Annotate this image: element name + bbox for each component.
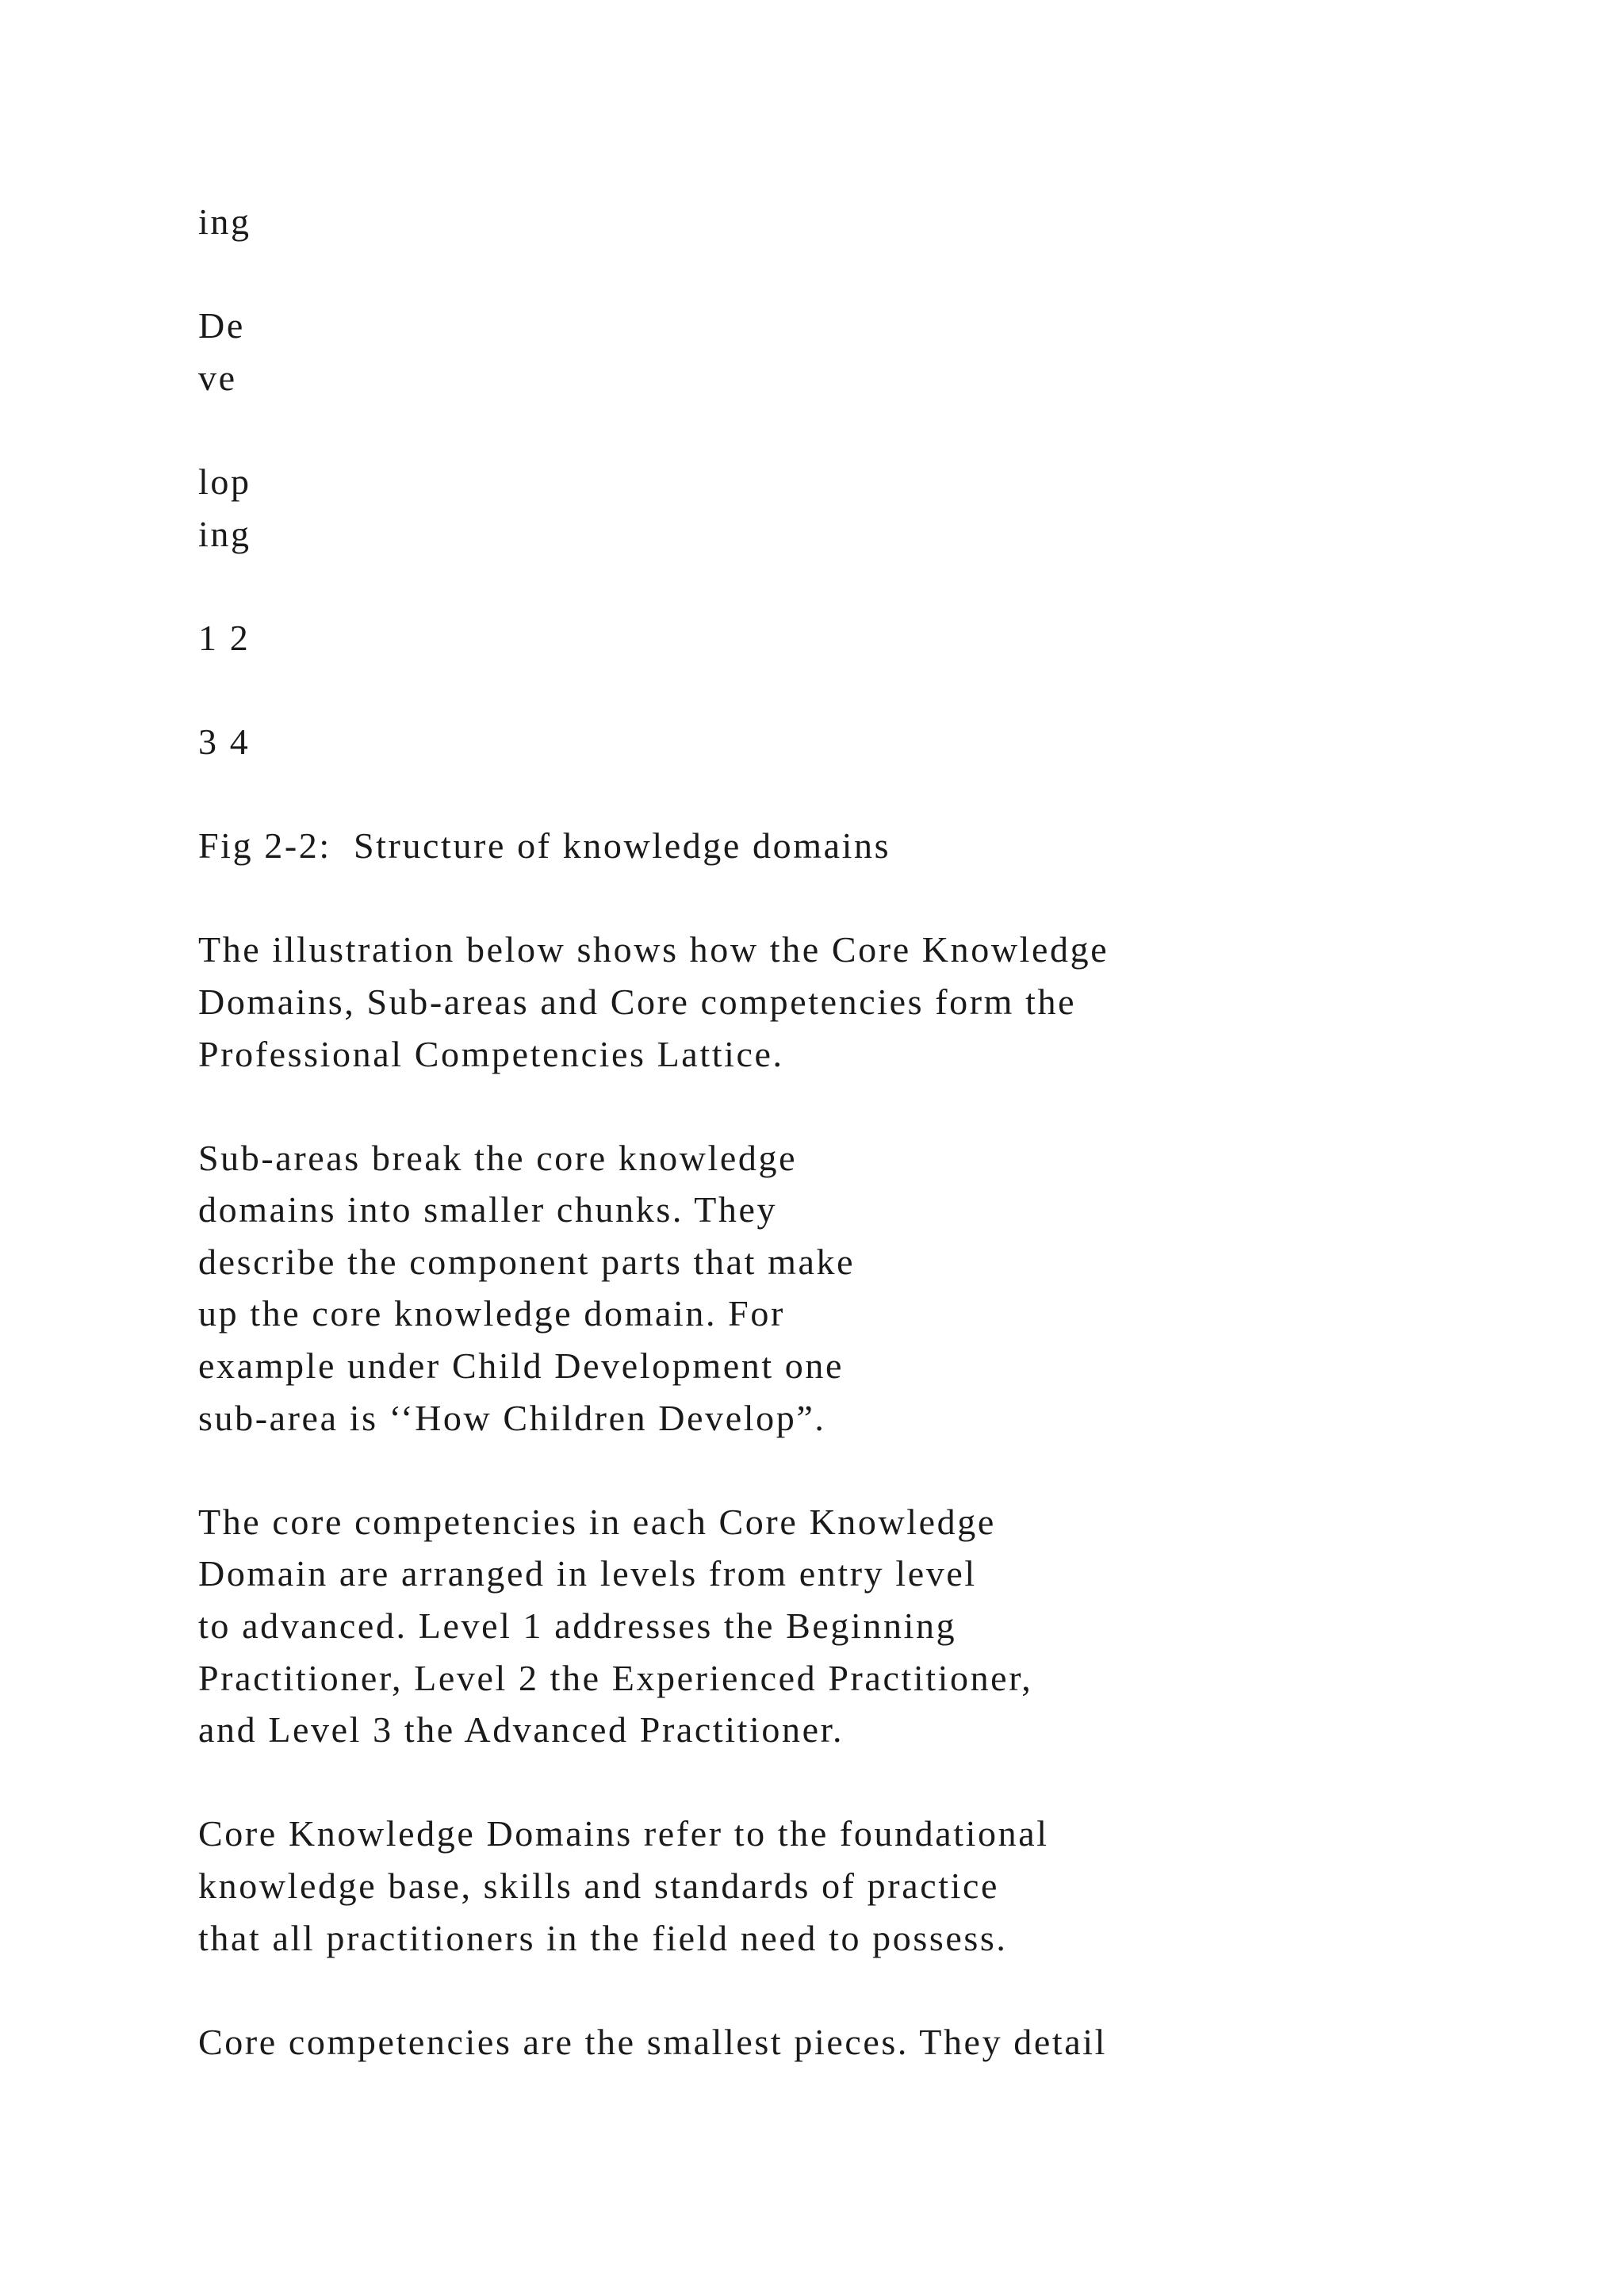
paragraph-line: that all practitioners in the field need to possess. <box>198 1917 1008 1958</box>
level-numbers-3-4: 3 4 <box>198 721 251 762</box>
paragraph-line: Professional Competencies Lattice. <box>198 1033 784 1074</box>
paragraph-line: Sub-areas break the core knowledge <box>198 1137 798 1178</box>
paragraph-line: The illustration below shows how the Core Knowledge <box>198 929 1109 970</box>
fragment-ing: ing <box>198 201 251 242</box>
paragraph-line: knowledge base, skills and standards of practice <box>198 1866 1000 1906</box>
blank-line <box>198 560 1546 612</box>
figure-caption: Fig 2-2: Structure of knowledge domains <box>198 825 891 867</box>
paragraph-sub-areas <box>198 1132 1546 1445</box>
paragraph-competency-levels <box>198 1496 1546 1756</box>
paragraph-line: sub-area is ‘‘How Children Develop”. <box>198 1397 826 1438</box>
paragraph-line: Core Knowledge Domains refer to the foundational <box>198 1813 1049 1854</box>
blank-line <box>198 1444 1546 1496</box>
blank-line <box>198 768 1546 821</box>
paragraph-line: describe the component parts that make <box>198 1241 856 1282</box>
paragraph-line: Domain are arranged in levels from entry level <box>198 1553 977 1594</box>
paragraph-core-domains <box>198 1808 1546 1964</box>
fragment-lop: lop <box>198 461 251 502</box>
level-numbers-1-2: 1 2 <box>198 617 251 658</box>
paragraph-line: Core competencies are the smallest pieces. They detail <box>198 2021 1108 2062</box>
paragraph-line: The core competencies in each Core Knowledge <box>198 1501 996 1542</box>
paragraph-line: example under Child Development one <box>198 1345 845 1387</box>
blank-line <box>198 1080 1546 1132</box>
blank-line <box>198 872 1546 924</box>
blank-line <box>198 664 1546 716</box>
paragraph-line: Practitioner, Level 2 the Experienced Practitioner, <box>198 1657 1033 1698</box>
blank-line <box>198 248 1546 300</box>
fragment-de: De <box>198 305 245 346</box>
document-text-column <box>198 196 1546 2068</box>
fragment-ve: ve <box>198 357 237 398</box>
paragraph-line: domains into smaller chunks. They <box>198 1189 778 1230</box>
fragment-ing-2: ing <box>198 513 251 554</box>
paragraph-lattice-intro <box>198 924 1546 1080</box>
blank-line <box>198 1964 1546 2016</box>
paragraph-line: Domains, Sub-areas and Core competencies form the <box>198 981 1077 1022</box>
blank-line <box>198 1756 1546 1808</box>
paragraph-core-competencies <box>198 2016 1546 2068</box>
paragraph-line: up the core knowledge domain. For <box>198 1293 785 1334</box>
blank-line <box>198 404 1546 456</box>
paragraph-line: to advanced. Level 1 addresses the Beginning <box>198 1605 957 1647</box>
paragraph-line: and Level 3 the Advanced Practitioner. <box>198 1709 845 1751</box>
